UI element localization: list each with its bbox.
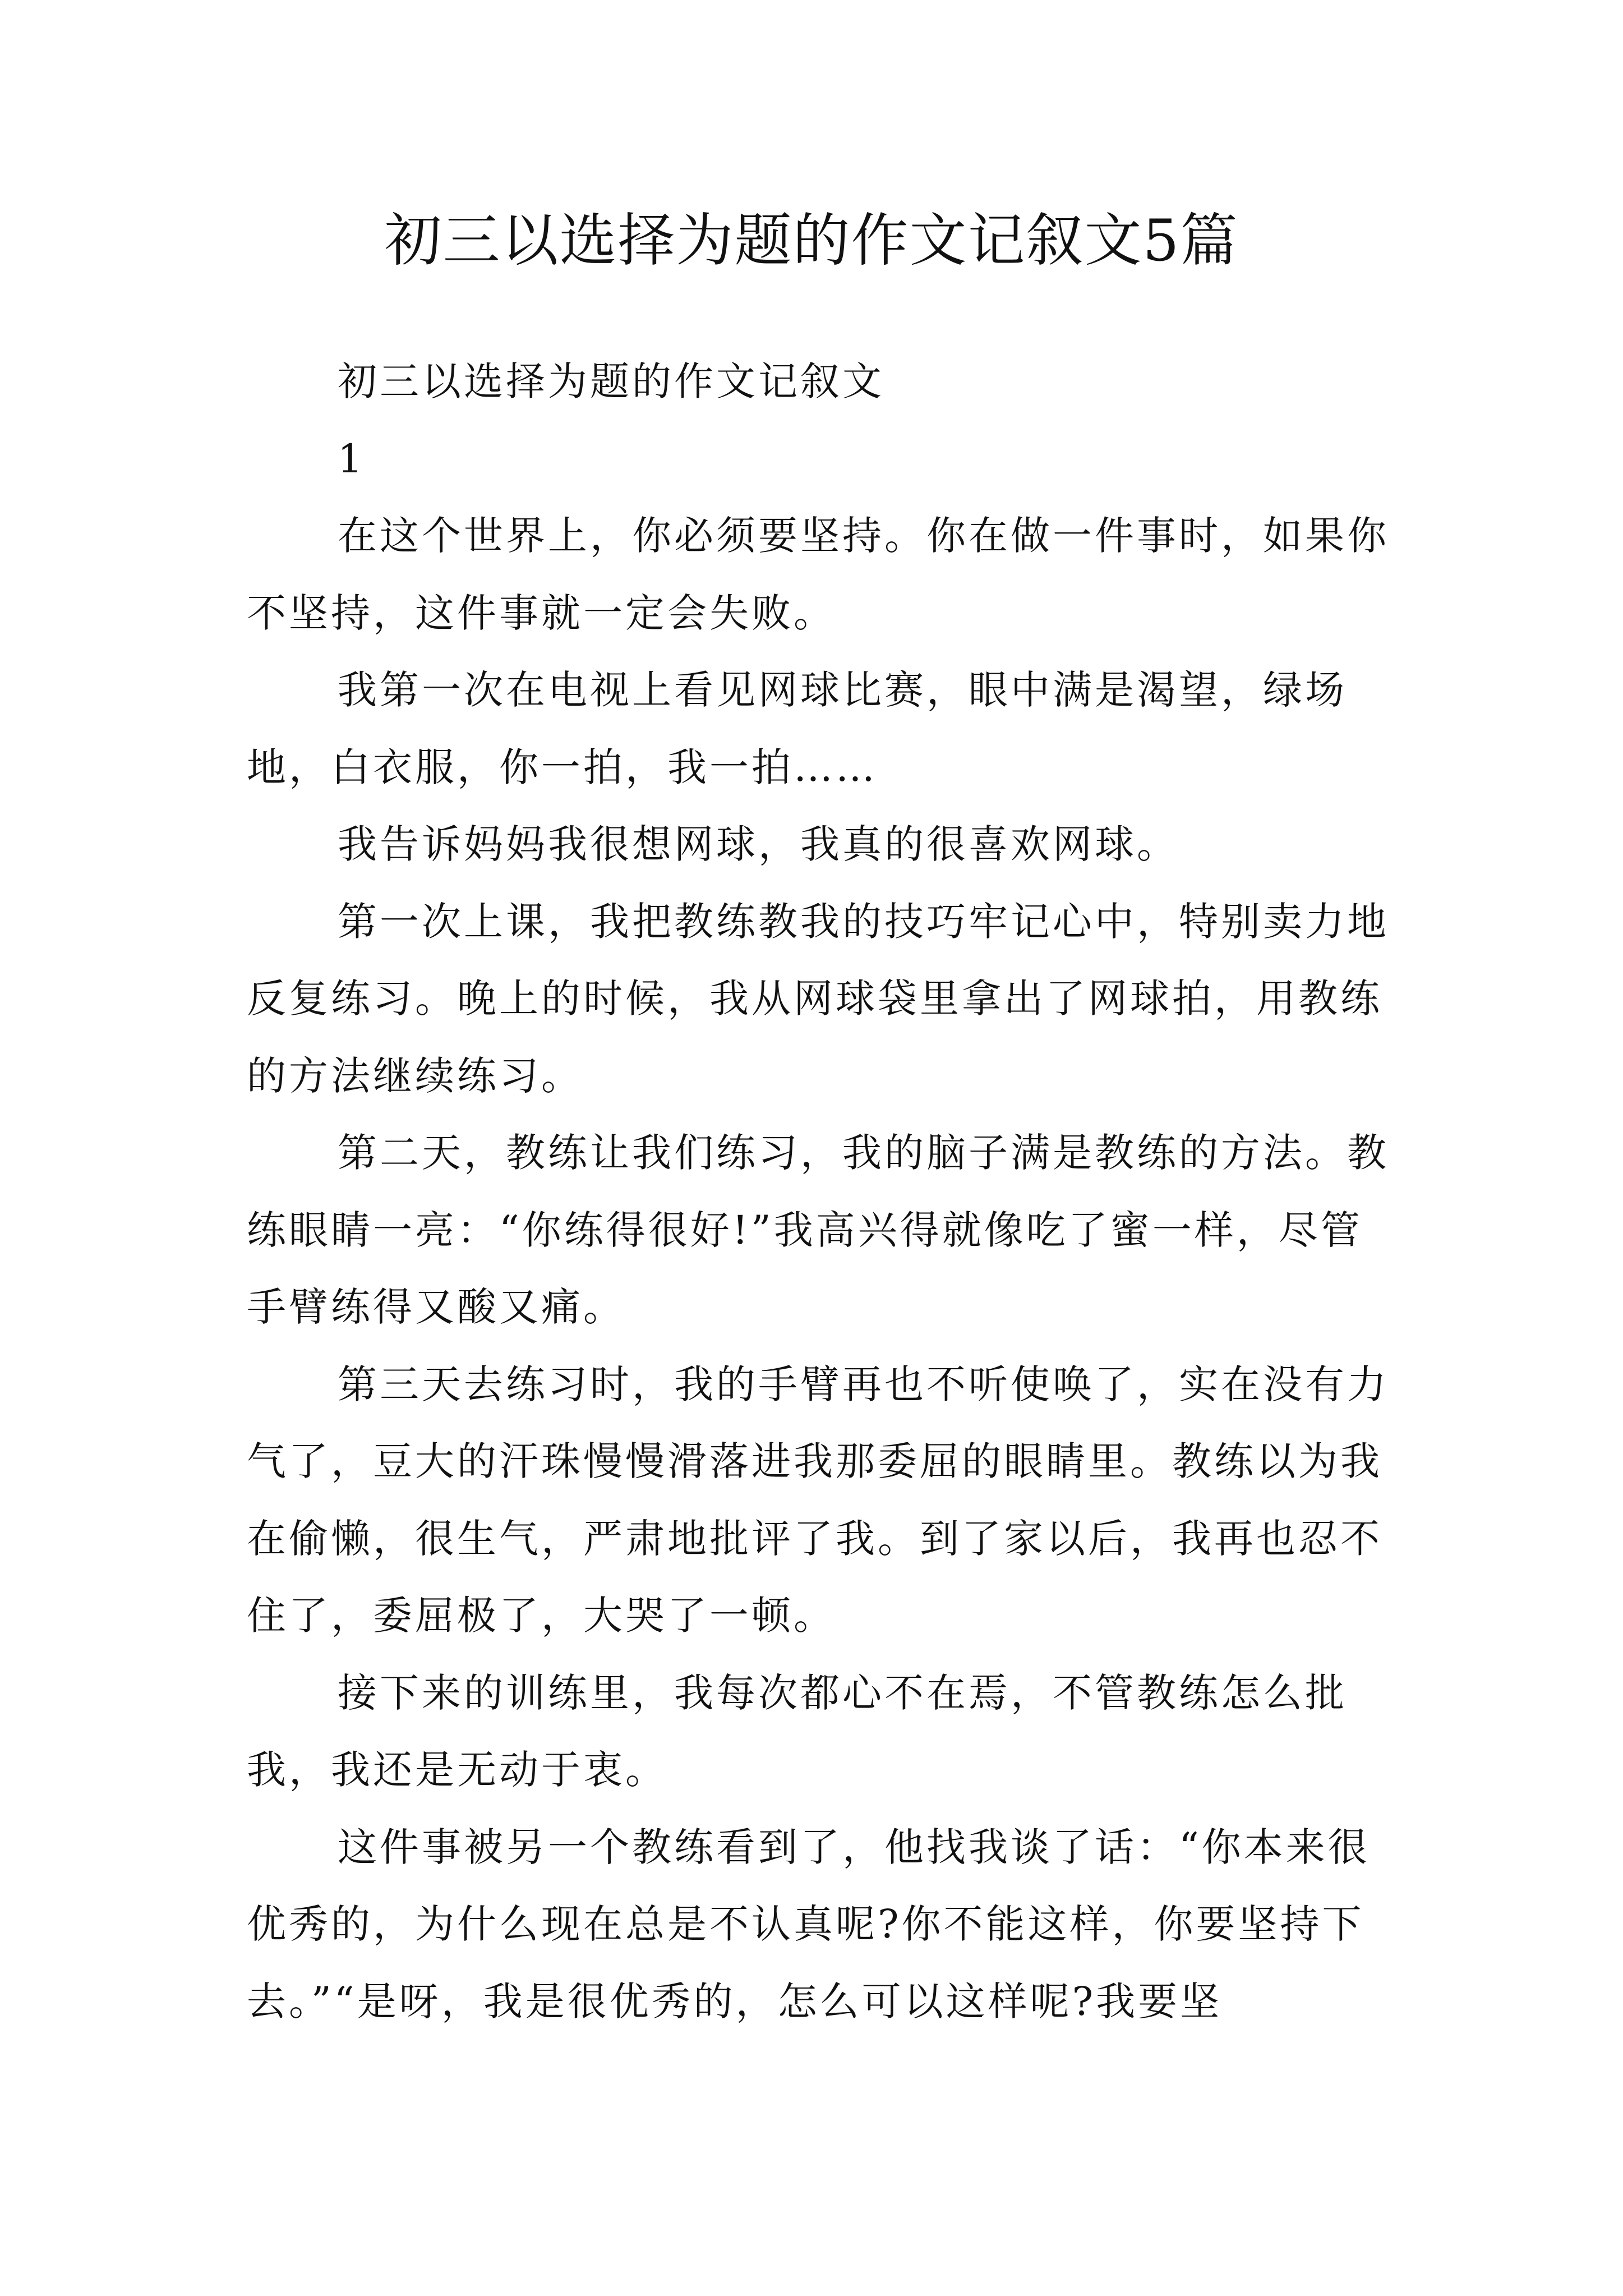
paragraph: 接下来的训练里，我每次都心不在焉，不管教练怎么批我，我还是无动于衷。 xyxy=(247,1669,1347,1793)
paragraph: 我第一次在电视上看见网球比赛，眼中满是渴望，绿场地，白衣服，你一拍，我一拍…… xyxy=(247,667,1347,790)
paragraph: 第一次上课，我把教练教我的技巧牢记心中，特别卖力地反复练习。晚上的时候，我从网球袋里拿出了网球拍，用教练的方法继续练习。 xyxy=(247,898,1389,1099)
document-title: 初三以选择为题的作文记叙文5篇 xyxy=(384,208,1239,274)
paragraph: 这件事被另一个教练看到了，他找我谈了话：“你本来很优秀的，为什么现在总是不认真呢?你不能这样，你要坚持下去。”“是呀，我是很优秀的，怎么可以这样呢?我要坚 xyxy=(247,1824,1370,2024)
paragraph: 我告诉妈妈我很想网球，我真的很喜欢网球。 xyxy=(338,821,1179,867)
paragraph-number: 1 xyxy=(338,435,366,482)
paragraph: 第三天去练习时，我的手臂再也不听使唤了，实在没有力气了，豆大的汗珠慢慢滑落进我那委屈的眼睛里。教练以为我在偷懒，很生气，严肃地批评了我。到了家以后，我再也忍不住了，委屈极了，大哭了一顿。 xyxy=(247,1361,1389,1639)
paragraph-subtitle: 初三以选择为题的作文记叙文 xyxy=(338,358,884,404)
paragraph: 在这个世界上，你必须要坚持。你在做一件事时，如果你不坚持，这件事就一定会失败。 xyxy=(247,513,1389,636)
paragraph: 第二天，教练让我们练习，我的脑子满是教练的方法。教练眼睛一亮：“你练得很好!”我高兴得就像吃了蜜一样，尽管手臂练得又酸又痛。 xyxy=(247,1130,1389,1330)
document-body xyxy=(247,343,1396,2040)
